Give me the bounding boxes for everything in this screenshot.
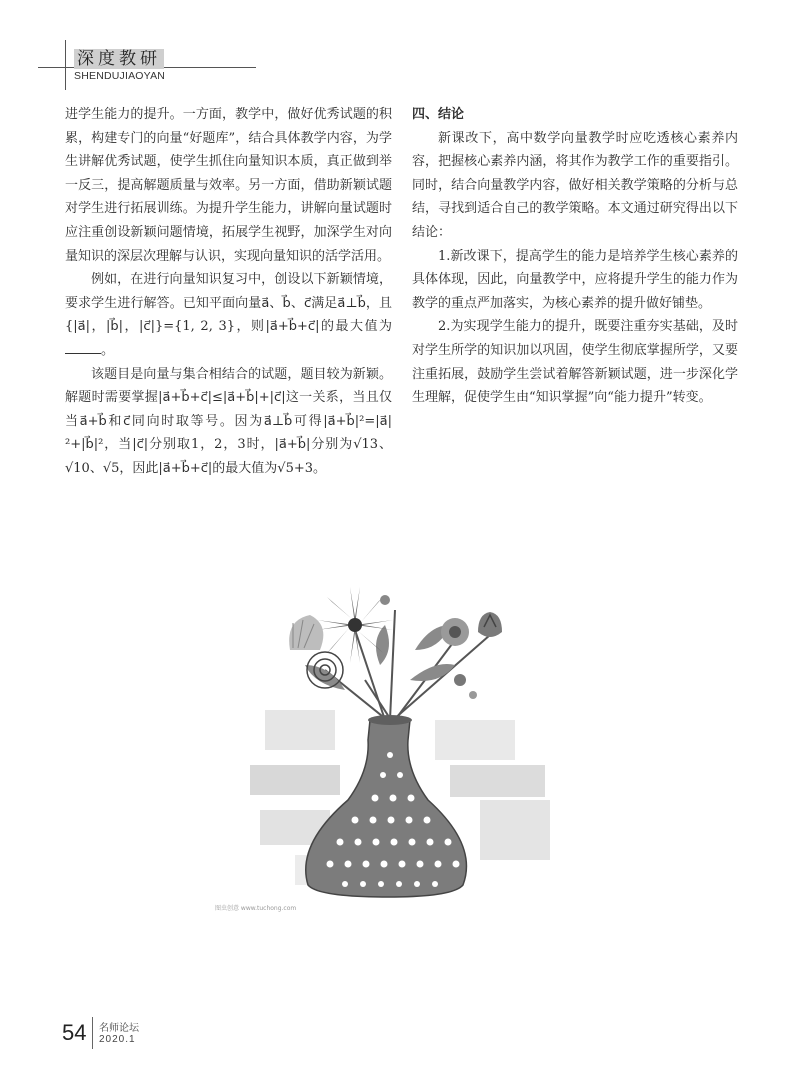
section-title	[74, 44, 164, 69]
bud	[454, 674, 466, 686]
answer-blank	[65, 341, 101, 354]
section-title-text: 深度教研	[74, 49, 164, 69]
fan-flower	[289, 615, 323, 650]
footer-divider	[92, 1017, 93, 1049]
example-text: 例如，在进行向量知识复习中，创设以下新颖情境，要求学生进行解答。已知平面向量a⃗、b⃗、c⃗满足a⃗⊥b⃗，且{|a⃗|，|b⃗|，|c⃗|}={1, 2, 3}，则|a⃗+b⃗+c⃗|的最大值为	[65, 272, 392, 335]
bg-block	[265, 710, 335, 750]
vase-rim	[368, 715, 412, 725]
right-column	[412, 103, 738, 410]
bg-block	[250, 765, 340, 795]
page-number: 54	[62, 1020, 87, 1045]
bud	[380, 595, 390, 605]
header-vertical-rule	[65, 40, 66, 90]
daisy-flower	[441, 618, 469, 646]
vase-illustration	[205, 570, 585, 920]
paragraph-example	[65, 268, 392, 362]
issue-date: 2020.1	[99, 1034, 136, 1045]
paragraph-continuation: 进学生能力的提升。一方面，教学中，做好优秀试题的积累，构建专门的向量“好题库”，结合具体教学内容，为学生讲解优秀试题，使学生抓住向量知识本质，真正做到举一反三，提高解题质量与效率。另一方面，借助新颖试题对学生进行拓展训练。为提升学生能力，讲解向量试题时应注重创设新颖问题情境，拓展学生视野，加深学生对向量知识的深层次理解与认识，实现向量知识的活学活用。	[65, 107, 392, 264]
paragraph-solution: 该题目是向量与集合相结合的试题，题目较为新颖。解题时需要掌握|a⃗+b⃗+c⃗|≤|a⃗+b⃗|+|c⃗|这一关系，当且仅当a⃗+b⃗和c⃗同向时取等号。因为a⃗⊥b⃗可得|a⃗+b⃗|²=|a⃗|²+|b⃗|²，当|c⃗|分别取1，2，3时，|a⃗+b⃗|分别为√13、√10、√5，因此|a⃗+b⃗+c⃗|的最大值为√5+3。	[65, 366, 392, 476]
conclusion-point-2: 2.为实现学生能力的提升，既要注重夯实基础，及时对学生所学的知识加以巩固，使学生彻底掌握所学，又要注重拓展，鼓励学生尝试着解答新颖试题，进一步深化学生理解，促使学生由“知识掌握”向“能力提升”转变。	[412, 319, 738, 406]
bg-block	[450, 765, 545, 797]
left-column	[65, 103, 392, 481]
bg-block	[435, 720, 515, 760]
example-end: 。	[101, 342, 115, 358]
conclusion-heading: 四、结论	[412, 107, 465, 122]
bg-block	[480, 800, 550, 860]
bud	[469, 691, 477, 699]
tulip-flower	[478, 612, 502, 637]
section-subtitle: SHENDUJIAOYAN	[74, 70, 166, 82]
journal-name: 名师论坛	[99, 1023, 139, 1034]
conclusion-point-1: 1.新改课下，提高学生的能力是培养学生核心素养的具体体现，因此，向量教学中，应将提升学生的能力作为教学的重点严加落实，为核心素养的提升做好铺垫。	[412, 248, 738, 311]
image-watermark: 图虫创意 www.tuchong.com	[215, 905, 297, 912]
conclusion-intro: 新课改下，高中数学向量教学时应吃透核心素养内容，把握核心素养内涵，将其作为教学工作的重要指引。同时，结合向量教学内容，做好相关教学策略的分析与总结，寻找到适合自己的教学策略。本文通过研究得出以下结论：	[412, 130, 738, 240]
